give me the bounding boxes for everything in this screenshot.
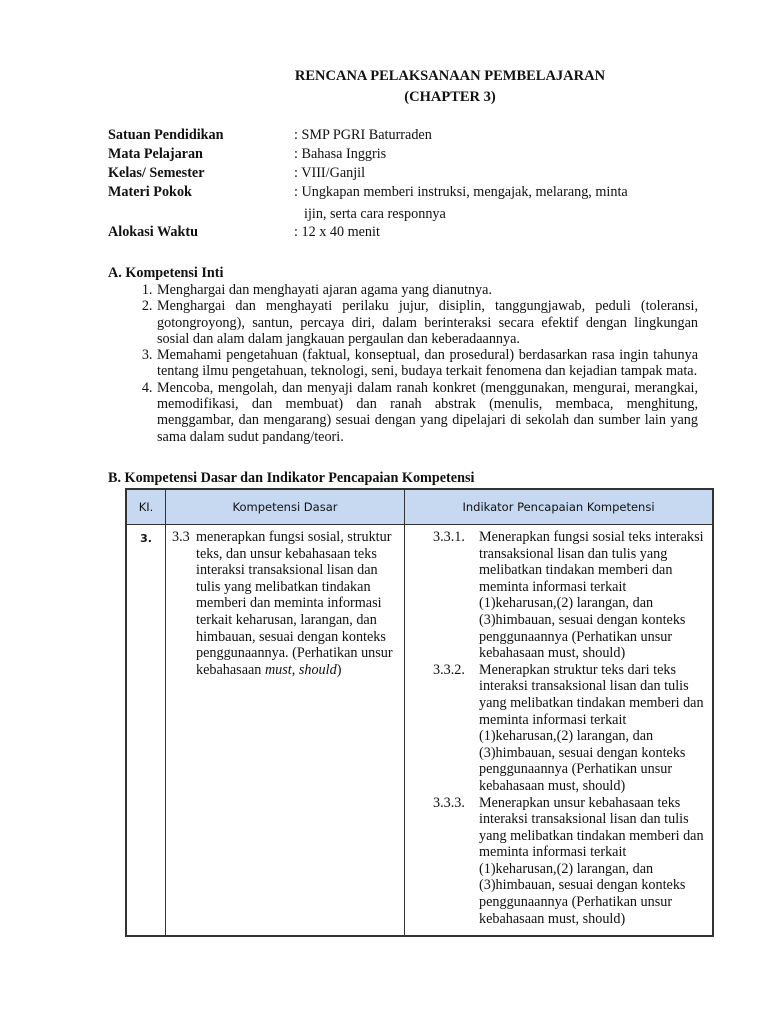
- meta-row-materi: [108, 183, 708, 223]
- indicator-text: Menerapkan fungsi sosial teks interaksi transaksional lisan dan tulis yang melibatkan tindakan memberi dan meminta informasi terkait (1)keharusan,(2) larangan, dan (3)himbauan, sesuai dengan konteks penggunaannya (Perhatikan unsur kebahasaan must, should): [479, 529, 704, 662]
- meta-label: Kelas/ Semester: [108, 165, 205, 181]
- list-item: 3. Memahami pengetahuan (faktual, konseptual, dan prosedural) berdasarkan rasa ingin tahunya tentang ilmu pengetahuan, teknologi, seni, budaya terkait fenomena dan kejadian tampak mata.: [156, 347, 698, 380]
- list-item: 1. Menghargai dan menghayati ajaran agama yang dianutnya.: [156, 282, 698, 298]
- list-item: 2. Menghargai dan menghayati perilaku jujur, disiplin, tanggungjawab, peduli (toleransi, gotongroyong), santun, percaya diri, dalam berinteraksi secara efektif dengan lingkungan sosial dan alam dalam jangkauan pergaulan dan keberadaannya.: [156, 298, 698, 347]
- kd-number: 3.3: [172, 529, 190, 545]
- kompetensi-dasar-cell: [166, 525, 405, 937]
- meta-value: : SMP PGRI Baturraden: [294, 127, 432, 143]
- section-heading-b: B. Kompetensi Dasar dan Indikator Pencapaian Kompetensi: [108, 470, 475, 486]
- kd-sep: ,: [291, 661, 299, 678]
- meta-label: Satuan Pendidikan: [108, 127, 224, 143]
- meta-row-satuan: [108, 126, 708, 145]
- column-header-ipk: Indikator Pencapaian Kompetensi: [405, 489, 714, 525]
- indicator-text: Menerapkan unsur kebahasaan teks interaksi transaksional lisan dan tulis yang melibatkan tindakan memberi dan meminta informasi terkait (1)keharusan,(2) larangan, dan (3)himbauan, sesuai dengan konteks penggunaannya (Perhatikan unsur kebahasaan must, should): [479, 794, 704, 927]
- meta-value: : VIII/Ganjil: [294, 165, 366, 181]
- meta-value-continued: ijin, serta cara responnya: [304, 206, 446, 222]
- indikator-cell: [405, 525, 714, 937]
- ki-number: 3.: [126, 525, 166, 937]
- indicator-number: 3.3.2.: [433, 661, 465, 678]
- table-row: [126, 525, 713, 937]
- meta-value: : Bahasa Inggris: [294, 146, 387, 162]
- document-title: RENCANA PELAKSANAAN PEMBELAJARAN: [294, 68, 606, 84]
- meta-value: : 12 x 40 menit: [294, 224, 380, 240]
- identity-block: [108, 126, 708, 242]
- meta-row-kelas: [108, 164, 708, 183]
- kd-text: [172, 529, 398, 678]
- meta-label: Mata Pelajaran: [108, 146, 203, 162]
- kd-italic-must: must: [264, 661, 292, 678]
- meta-label: Alokasi Waktu: [108, 224, 199, 240]
- column-header-kd: Kompetensi Dasar: [166, 489, 405, 525]
- meta-value-group: [294, 183, 708, 223]
- kd-end: ): [336, 661, 342, 678]
- table-header-row: [126, 489, 713, 525]
- document-subtitle: (CHAPTER 3): [404, 89, 496, 105]
- kd-text-main: menerapkan fungsi sosial, struktur teks, dan unsur kebahasaan teks interaksi transaksional lisan dan tulis yang melibatkan tindakan memberi dan meminta informasi terkait keharusan, larangan, dan himbauan, sesuai dengan konteks penggunaannya. (Perhatikan unsur kebahasaan: [196, 529, 393, 678]
- list-item: 4. Mencoba, mengolah, dan menyaji dalam ranah konkret (menggunakan, mengurai, merangkai, memodifikasi, dan membuat) dan ranah abstrak (menulis, membaca, menghitung, menggambar, dan mengarang) sesuai dengan yang dipelajari di sekolah dan sumber lain yang sama dalam sudut pandang/teori.: [156, 380, 698, 445]
- kd-italic-should: should: [298, 661, 337, 678]
- column-header-ki: KI.: [126, 489, 166, 525]
- kompetensi-table: [125, 488, 714, 937]
- indicator-number: 3.3.3.: [433, 794, 465, 811]
- indicator-item: [411, 529, 706, 662]
- indicator-number: 3.3.1.: [433, 529, 465, 545]
- indicator-item: [411, 795, 706, 928]
- meta-row-mapel: [108, 145, 708, 164]
- section-heading: A. Kompetensi Inti: [108, 265, 224, 281]
- indicator-text: Menerapkan struktur teks dari teks interaksi transaksional lisan dan tulis yang melibatkan tindakan memberi dan meminta informasi terkait (1)keharusan,(2) larangan, dan (3)himbauan, sesuai dengan konteks penggunaannya (Perhatikan unsur kebahasaan must, should): [479, 661, 704, 794]
- indicator-item: [411, 662, 706, 795]
- meta-label: Materi Pokok: [108, 184, 192, 200]
- kompetensi-inti-list: [108, 282, 698, 445]
- section-kompetensi-inti: [108, 264, 698, 445]
- meta-row-alokasi: [108, 223, 708, 242]
- meta-value: : Ungkapan memberi instruksi, mengajak, melarang, minta: [294, 184, 628, 200]
